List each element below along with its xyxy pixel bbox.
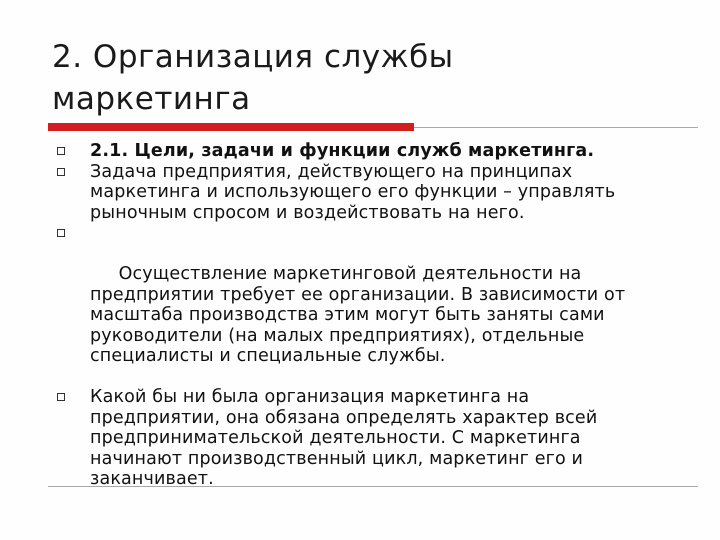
list-item bbox=[57, 141, 657, 162]
list-item bbox=[57, 162, 657, 224]
title-divider-accent bbox=[48, 123, 414, 131]
list-item-text: Какой бы ни была организация маркетинга на предприятии, она обязана определять характер всей предпринимательской деятельности. С маркетинга начинают производственный цикл, маркетинг его и заканчивает. bbox=[90, 387, 598, 489]
list-item-text: Задача предприятия, действующего на принципах маркетинга и использующего его функции – управлять рыночным спросом и воздействовать на него. bbox=[90, 161, 616, 223]
square-bullet-icon bbox=[57, 229, 65, 237]
list-item-text: 2.1. Цели, задачи и функции служб маркетинга. bbox=[90, 141, 595, 161]
slide-title bbox=[52, 36, 692, 120]
slide-title-line-2: маркетинга bbox=[52, 81, 251, 117]
square-bullet-icon bbox=[57, 168, 65, 176]
list-item bbox=[57, 387, 657, 490]
slide-title-line-1: 2. Организация службы bbox=[52, 39, 454, 75]
square-bullet-icon bbox=[57, 147, 65, 155]
bottom-divider-line bbox=[48, 486, 698, 487]
bullet-list bbox=[57, 141, 657, 490]
list-item-text: Осуществление маркетинговой деятельности на предприятии требует ее организации. В зависимости от масштаба производства этим могут быть заняты сами руководители (на малых предприятиях), отдельные специалисты и специальные службы. bbox=[90, 264, 631, 366]
square-bullet-icon bbox=[57, 393, 65, 401]
list-item bbox=[57, 223, 657, 387]
